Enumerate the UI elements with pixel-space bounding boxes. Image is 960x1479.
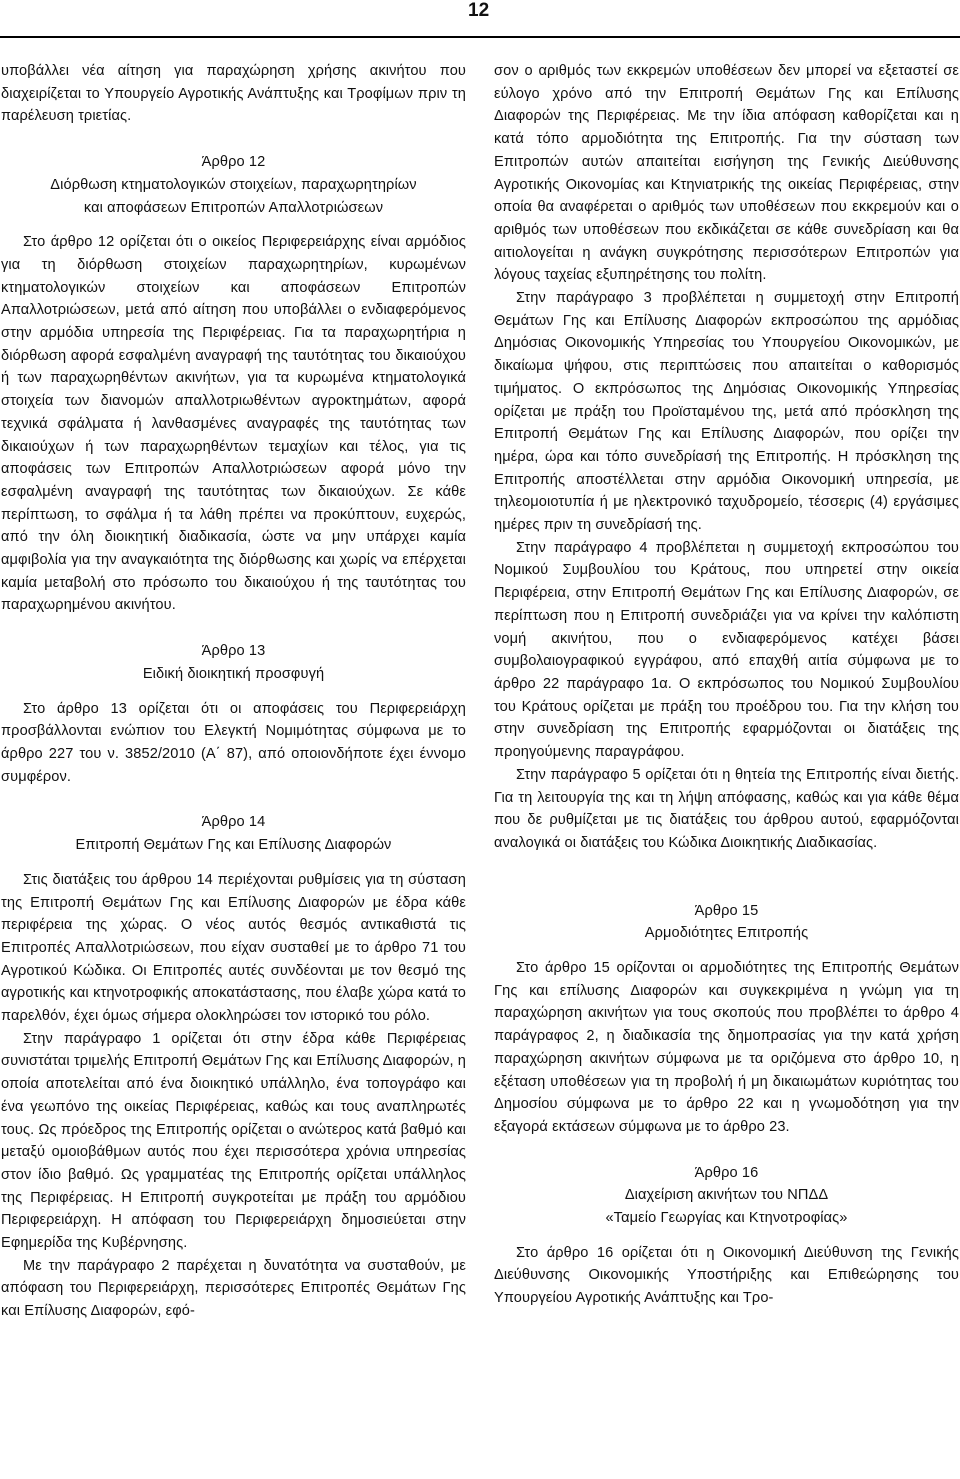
article-16-title-line-2: «Ταμείο Γεωργίας και Κτηνοτροφίας» (605, 1210, 848, 1227)
article-13-number: Άρθρο 13 (201, 643, 266, 660)
article-14-paragraph-3: Με την παράγραφο 2 παρέχεται η δυνατότητα να συσταθούν, με απόφαση του Περιφερειάρχη, περισσότερες Επιτροπές Θεμάτων Γης και Επίλυσης Διαφορών, εφό- (1, 1257, 466, 1320)
article-12-paragraph: Στο άρθρο 12 ορίζεται ότι ο οικείος Περιφερειάρχης είναι αρμόδιος για τη διόρθωση στοιχείων παραχωρητηρίων, κυρωμένων κτηματολογικών στοιχείων και αποφάσεων Επιτροπών Απαλλοτριώσεων, μετά από αίτηση που υποβάλλει ο ενδιαφερόμενος στην αρμόδια υπηρεσία της Περιφέρειας. Για τα παραχωρητήρια η διόρθωση αφορά εσφαλμένη αναγραφή της ταυτότητας του δικαιούχου ή των παραχωρηθέντων ακινήτων, για τα κυρωμένα κτηματολογικά στοιχεία των διανομών απαλλοτριωθέντων αγροκτημάτων, αφορά τεχνικά σφάλματα ή λανθασμένες αναγραφές της ταυτότητας των δικαιούχων ή των παραχωρηθέντων τεμαχίων και τέλος, για τις αποφάσεις των Επιτροπών Απαλλοτριώσεων αφορά μόνο την εσφαλμένη αναγραφή της ταυτότητας των δικαιούχων. Σε κάθε περίπτωση, το σφάλμα ή τα λάθη πρέπει να προκύπτουν, ευχερώς, από την όλη διοικητική διαδικασία, ώστε να μην υπάρχει καμία αμφιβολία για την αναγκαιότητα της διόρθωσης και χωρίς να επέρχεται καμία μεταβολή στο πρόσωπο του δικαιούχου ή της ταυτότητας του παραχωρημένου ακινήτου. (1, 234, 466, 614)
article-15-paragraph: Στο άρθρο 15 ορίζονται οι αρμοδιότητες της Επιτροπής Θεμάτων Γης και επίλυσης Διαφορών και συγκεκριμένα η γνώμη για τη παραχώρηση ακινήτων για τους σκοπούς που προβλέπει το άρθρο 4 παράγραφος 2, η διαδικασία της δημοπρασίας για την κατά χρήση παραχώρηση ακινήτων σύμφωνα με τα οριζόμενα στο άρθρο 10, η εξέταση υποθέσεων για τη προβολή ή μη δικαιωμάτων κυριότητας του Δημοσίου σύμφωνα με το άρθρο 22 και η γνωμοδότηση για την εξαγορά εκτάσεων σύμφωνα με το άρθρο 23. (494, 960, 959, 1135)
article-12-number: Άρθρο 12 (201, 154, 266, 171)
article-16-number: Άρθρο 16 (694, 1164, 759, 1181)
header-rule (0, 36, 960, 38)
article-14-title: Επιτροπή Θεμάτων Γης και Επίλυσης Διαφορών (75, 837, 392, 854)
article-16-paragraph: Στο άρθρο 16 ορίζεται ότι η Οικονομική Διεύθυνση της Γενικής Διεύθυνσης Οικονομικής Υποστήριξης και Επιθεώρησης του Υπουργείου Αγροτικής Ανάπτυξης και Τρο- (494, 1244, 959, 1307)
left-column (1, 60, 466, 1323)
paragraph-3: Στην παράγραφο 3 προβλέπεται η συμμετοχή στην Επιτροπή Θεμάτων Γης και Επίλυσης Διαφορών εκπροσώπου της αρμόδιας Δημόσιας Οικονομικής Υπηρεσίας του Υπουργείου Οικονομικών, με δικαίωμα ψήφου, στις περιπτώσεις που απαιτείται ο καθορισμός τιμήματος. Ο εκπρόσωπος της Δημόσιας Οικονομικής Υπηρεσίας ορίζεται με πράξη του Προϊσταμένου της, μετά από πρόσκληση της Επιτροπή Θεμάτων Γης και Επίλυσης Διαφορών, που ορίζει την ημέρα, ώρα και τόπο συνεδρίασή της Επιτροπής. Η πρόσκληση της Επιτροπής αποστέλλεται στην αρμόδια Οικονομική υπηρεσία, με τηλεομοιοτυπία ή με ηλεκτρονικό ταχυδρομείο, τέσσερις (4) εργάσιμες ημέρες πριν τη συνεδρίασή της. (494, 290, 959, 534)
article-13-title: Ειδική διοικητική προσφυγή (142, 665, 325, 682)
article-15-title: Αρμοδιότητες Επιτροπής (644, 925, 809, 942)
page-number: 12 (468, 0, 490, 21)
article-12-title-line-2: και αποφάσεων Επιτροπών Απαλλοτριώσεων (83, 199, 384, 216)
article-12-title-line-1: Διόρθωση κτηματολογικών στοιχείων, παραχωρητηρίων (50, 176, 417, 193)
article-16-title-line-1: Διαχείριση ακινήτων του ΝΠΔΔ (624, 1187, 829, 1204)
right-column (494, 60, 959, 1310)
article-14-paragraph-2: Στην παράγραφο 1 ορίζεται ότι στην έδρα κάθε Περιφέρειας συνιστάται τριμελής Επιτροπή Θεμάτων Γης και Επίλυσης Διαφορών, η οποία αποτελείται από ένα διοικητικό υπάλληλο, ένα τοπογράφο και ένα γεωπόνο της οικείας Περιφέρειας, καθώς και τους αναπληρωτές τους. Ως πρόεδρος της Επιτροπής ορίζεται ο ανώτερος κατά βαθμό και μεταξύ ομοιοβάθμων αυτός που έχει περισσότερα χρόνια υπηρεσίας στον ίδιο βαθμό. Ως γραμματέας της Επιτροπής ορίζεται υπάλληλος της Περιφέρειας. Η Επιτροπή συγκροτείται με πράξη του αρμόδιου Περιφερειάρχη. Η απόφαση του Περιφερειάρχη δημοσιεύεται στην Εφημερίδα της Κυβέρνησης. (1, 1030, 467, 1252)
paragraph: σον ο αριθμός των εκκρεμών υποθέσεων δεν μπορεί να εξεταστεί σε εύλογο χρόνο από την Επιτροπή Θεμάτων Γης και Επίλυσης Διαφορών της Περιφέρειας. Με την ίδια απόφαση καθορίζεται και η κατά τόπο αρμοδιότητα της Επιτροπής. Για την σύσταση των Επιτροπών αυτών απαιτείται εισήγηση της Γενικής Διεύθυνσης Αγροτικής Οικονομίας και Κτηνιατρικής της οικείας Περιφέρειας, στην οποία θα αναφέρεται ο αριθμός των υποθέσεων που εκκρεμούν και ο αριθμός των υποθέσεων που εκδικάζεται σε κάθε συνεδρίαση και θα αιτιολογείται η ανάγκη συγκρότησης περισσότερων Επιτροπών για λόγους ταχείας εξυπηρέτησης του πολίτη. (494, 63, 959, 284)
article-13-paragraph: Στο άρθρο 13 ορίζεται ότι οι αποφάσεις του Περιφερειάρχη προσβάλλονται ενώπιον του Ελεγκτή Νομιμότητας σύμφωνα με το άρθρο 227 του ν. 3852/2010 (Α΄ 87), από οποιονδήποτε έχει έννομο συμφέρον. (1, 700, 466, 785)
article-14-paragraph-1: Στις διατάξεις του άρθρου 14 περιέχονται ρυθμίσεις για τη σύσταση της Επιτροπή Θεμάτων Γης και Επίλυσης Διαφορών με έδρα κάθε περιφέρεια της χώρας. Ο νέος αυτός θεσμός αντικαθιστά τις Επιτροπές Απαλλοτριώσεων, που είχαν συσταθεί με το άρθρο 71 του Αγροτικού Κώδικα. Οι Επιτροπές αυτές συνδέονται με τον θεσμό της αγροτικής και κτηνοτροφικής αποκατάστασης, που έλαβε χώρα κατά το παρελθόν, έχει όμως σήμερα ολοκληρώσει τον ιστορικό του ρόλο. (1, 871, 466, 1025)
paragraph-5: Στην παράγραφο 5 ορίζεται ότι η θητεία της Επιτροπής είναι διετής. Για τη λειτουργία της και τη λήψη απόφασης, καθώς και για κάθε θέμα που δε ρυθμίζεται με τις διατάξεις του άρθρου αυτού, εφαρμόζονται αναλογικά οι διατάξεις του Κώδικα Διοικητικής Διαδικασίας. (494, 766, 959, 851)
paragraph-4: Στην παράγραφο 4 προβλέπεται η συμμετοχή εκπροσώπου του Νομικού Συμβουλίου του Κράτους, που υπηρετεί στην οικεία Περιφέρεια, στην Επιτροπή Θεμάτων Γης και Επίλυσης Διαφορών, σε περίπτωση που η Επιτροπή συνεδριάζει για να κρίνει την καλόπιστη νομή ακινήτου, που ο ενδιαφερόμενος κατέχει βάσει συμβολαιογραφικού εγγράφου, από επαχθή αιτία σύμφωνα με το άρθρο 22 παράγραφο 1α. Ο εκπρόσωπος του Νομικού Συμβουλίου του Κράτους ορίζεται με πράξη του προέδρου του. Για την κλήση του στην συνεδρίαση της Επιτροπής εφαρμόζονται οι διατάξεις της προηγούμενης παραγράφου. (494, 539, 959, 761)
article-15-number: Άρθρο 15 (694, 902, 759, 919)
paragraph: υποβάλλει νέα αίτηση για παραχώρηση χρήσης ακινήτου που διαχειρίζεται το Υπουργείο Αγροτικής Ανάπτυξης και Τροφίμων πριν τη παρέλευση τριετίας. (1, 63, 466, 125)
article-14-number: Άρθρο 14 (201, 814, 266, 831)
